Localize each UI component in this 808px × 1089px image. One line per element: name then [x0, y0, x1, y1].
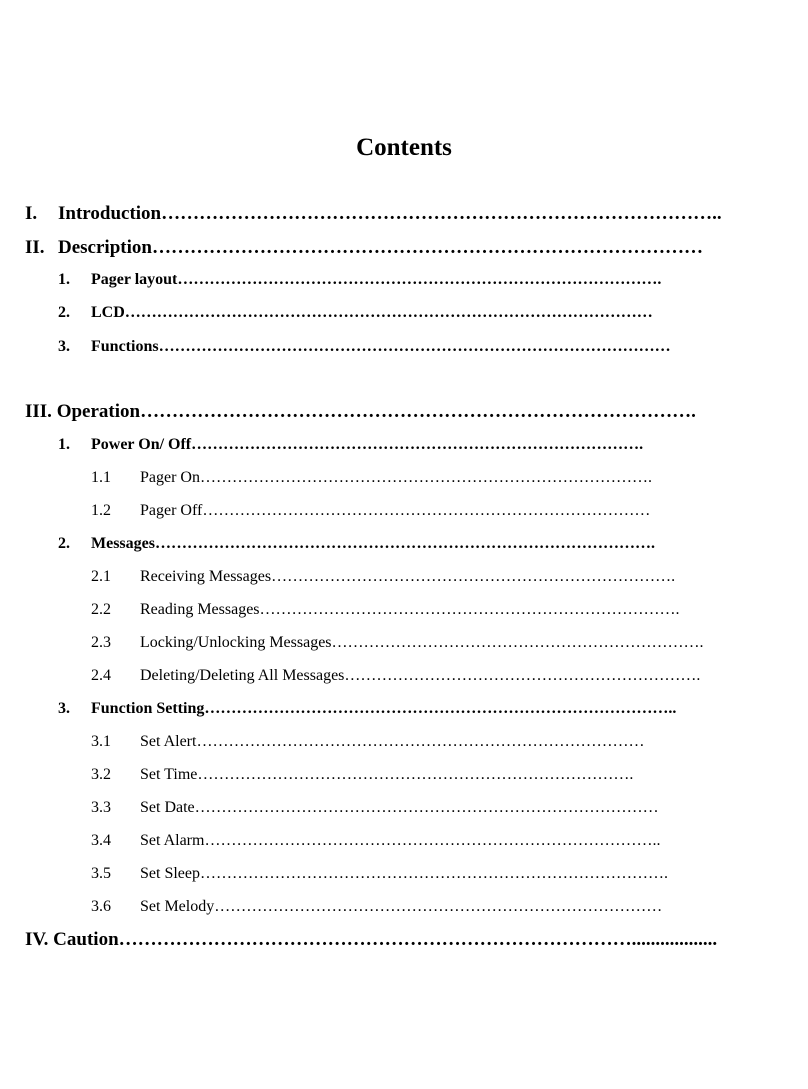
toc-entry-label: Pager Off: [140, 502, 203, 519]
toc-entry-leader: ………………………………………………………………………………….: [154, 535, 655, 552]
toc-entry: [91, 500, 782, 522]
toc-entry: [58, 533, 782, 555]
toc-entry-number: 1.: [58, 271, 70, 288]
toc-entry-leader: …………………………………………………………………………..: [204, 832, 661, 849]
toc-entry: [91, 566, 782, 588]
toc-entry-label: Set Alert: [140, 733, 197, 750]
toc-entry-number: 2.: [58, 535, 70, 552]
toc-entry: [58, 698, 782, 720]
toc-entry-number: 2.1: [91, 568, 111, 585]
toc-entry-label: Pager layout: [91, 271, 178, 288]
toc-entry-label: Caution: [53, 929, 119, 950]
toc-entry-label: Set Sleep: [140, 865, 200, 882]
toc-entry-label: Receiving Messages: [140, 568, 272, 585]
toc-entry: [91, 830, 782, 852]
toc-entry-number: IV.: [25, 929, 49, 950]
toc-entry-leader: …………………………………………………………….: [331, 634, 704, 651]
toc-entry-label: Set Melody: [140, 898, 215, 915]
toc-entry-leader: ……………………………………………………………………………: [151, 237, 703, 258]
toc-entry-number: II.: [25, 237, 45, 258]
toc-entry-leader: ………………………………………………………………………….: [191, 436, 644, 453]
toc-entry-label: Pager On: [140, 469, 200, 486]
toc-entry: [91, 863, 782, 885]
toc-entry-label: Deleting/Deleting All Messages: [140, 667, 345, 684]
toc-entry-leader: ……………………………………………………………………………………: [158, 338, 671, 355]
toc-entry-label: Power On/ Off: [91, 436, 192, 453]
toc-entry-number: 2.2: [91, 601, 111, 618]
toc-entry-leader: ……………………………………………………………………………..: [204, 700, 677, 717]
toc-entry-number: 3.1: [91, 733, 111, 750]
toc-entry-number: 3.5: [91, 865, 111, 882]
toc-entry: [25, 237, 782, 259]
toc-entry-leader: …………………………………………………………………….: [259, 601, 680, 618]
toc-entry-label: Function Setting: [91, 700, 205, 717]
toc-entry-leader: …………………………………………………………………………: [202, 502, 651, 519]
toc-entry-number: 2.3: [91, 634, 111, 651]
toc-entry-number: 3.6: [91, 898, 111, 915]
toc-entry: [58, 269, 782, 291]
toc-entry-leader: ………………………………………………………………………..................: [118, 929, 718, 950]
toc-entry-label: Set Alarm: [140, 832, 205, 849]
toc-entry: [58, 302, 782, 324]
toc-entry-number: 1.: [58, 436, 70, 453]
toc-entry-number: 2.4: [91, 667, 111, 684]
toc-entry-number: 3.: [58, 700, 70, 717]
toc-entry-label: Functions: [91, 338, 159, 355]
toc-entry-label: Locking/Unlocking Messages: [140, 634, 332, 651]
toc-entry-label: Set Time: [140, 766, 198, 783]
toc-entry-leader: ……………………………………………………………………………: [194, 799, 659, 816]
toc-entry: [91, 632, 782, 654]
toc-entry-leader: …………………………………………………………………………: [196, 733, 645, 750]
toc-entry-number: 3.2: [91, 766, 111, 783]
page-title: Contents: [356, 134, 452, 161]
toc-entry-label: Introduction: [58, 203, 162, 224]
toc-entry-label: Set Date: [140, 799, 195, 816]
toc-entry: [91, 467, 782, 489]
toc-entry: [25, 929, 782, 951]
toc-entry-number: III.: [25, 401, 52, 422]
toc-entry: [91, 665, 782, 687]
toc-entry-leader: ……………………………………………………………………….: [197, 766, 634, 783]
toc-entry: [58, 336, 782, 358]
toc-entry-leader: ………………………………………………………….: [344, 667, 701, 684]
toc-entry: [91, 764, 782, 786]
toc-entry-leader: ………………………………………………………………………….: [199, 469, 652, 486]
toc-entry: [91, 896, 782, 918]
toc-entry-label: Reading Messages: [140, 601, 260, 618]
toc-entry-number: 3.3: [91, 799, 111, 816]
toc-entry-leader: ……………………………………………………………………………….: [177, 271, 662, 288]
toc-entry-number: 1.2: [91, 502, 111, 519]
toc-entry-label: Messages: [91, 535, 155, 552]
toc-entry: [91, 731, 782, 753]
toc-entry: [58, 434, 782, 456]
toc-entry-leader: …………………………………………………………………………….: [200, 865, 668, 882]
toc-entry-leader: …………………………………………………………………………: [214, 898, 663, 915]
toc-entry-number: 1.1: [91, 469, 111, 486]
toc-entry-leader: ……………………………………………………………………………..: [161, 203, 722, 224]
toc-entry-number: 3.: [58, 338, 70, 355]
toc-entry: [91, 599, 782, 621]
toc-entry-label: Description: [58, 237, 152, 258]
toc-entry-label: Operation: [56, 401, 141, 422]
toc-entry-number: 2.: [58, 304, 70, 321]
toc-entry-leader: ………………………………………………………………….: [271, 568, 676, 585]
toc-entry: [25, 401, 782, 423]
toc-entry: [91, 797, 782, 819]
toc-entry-number: I.: [25, 203, 38, 224]
toc-entry-leader: …………………………………………………………………………….: [140, 401, 696, 422]
toc-entry-label: LCD: [91, 304, 125, 321]
toc-entry-leader: ………………………………………………………………………………………: [124, 304, 653, 321]
toc-entry-number: 3.4: [91, 832, 111, 849]
toc-entry: [25, 203, 782, 225]
